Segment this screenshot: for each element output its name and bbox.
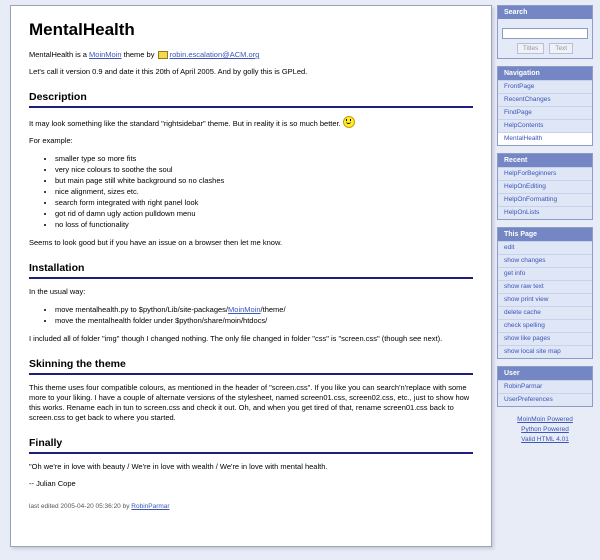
action-show-local-site-map[interactable]: show local site map <box>498 345 592 358</box>
editor-link[interactable]: RobinParmar <box>131 503 170 510</box>
last-edited-text: last edited 2005-04-20 05:36:20 by <box>29 503 132 510</box>
nav-item-recentchanges[interactable]: RecentChanges <box>498 93 592 106</box>
recent-panel-title: Recent <box>498 154 592 167</box>
moinmoin-powered-link[interactable]: MoinMoin Powered <box>517 416 573 423</box>
action-show-like-pages[interactable]: show like pages <box>498 332 592 345</box>
feature-list <box>29 153 473 230</box>
last-edited <box>29 503 473 510</box>
main-content <box>10 5 492 547</box>
search-input[interactable] <box>502 28 588 39</box>
moinmoin-link[interactable]: MoinMoin <box>89 50 122 59</box>
description-text <box>29 116 473 129</box>
recent-item[interactable]: HelpForBeginners <box>498 167 592 180</box>
recent-item[interactable]: HelpOnFormatting <box>498 193 592 206</box>
valid-html-link[interactable]: Valid HTML 4.01 <box>521 436 569 443</box>
moinmoin-link[interactable]: MoinMoin <box>228 305 261 314</box>
installation-note: I included all of folder "img" though I changed nothing. The only file changed in folder "css" is "screen.css" (though see next). <box>29 334 443 343</box>
action-show-print-view[interactable]: show print view <box>498 293 592 306</box>
list-item: • very nice colours to soothe the soul <box>55 164 473 175</box>
skinning-text: This theme uses four compatible colours, as mentioned in the header of "screen.css". If you like you can search'n'replace with some more to your liking. I have a couple of alternate versions of the stylesheet, named screen01.css, screen02.css, etc., just to show how this works. Rename each in tun to screen.css and check it out. Oh, and when you get tired of that, rename screen01.css back to screen.css to get back to where you started. <box>29 383 470 422</box>
step1-prefix: move mentalhealth.py to $python/Lib/site-packages/ <box>55 305 229 314</box>
action-edit[interactable]: edit <box>498 241 592 254</box>
search-buttons <box>502 43 588 54</box>
quote-text: "Oh we're in love with beauty / We're in love with wealth / We're in love with mental health. <box>29 462 328 471</box>
powered-by-links <box>497 415 593 445</box>
search-form <box>498 19 592 58</box>
text-search-button[interactable]: Text <box>549 43 573 54</box>
titles-search-button[interactable]: Titles <box>517 43 544 54</box>
step1-suffix: /theme/ <box>260 305 286 314</box>
version-note: Let's call it version 0.9 and date it this 20th of April 2005. And by golly this is GPLed. <box>29 67 308 76</box>
installation-steps <box>29 304 473 326</box>
installation-heading: Installation <box>29 262 473 279</box>
action-check-spelling[interactable]: check spelling <box>498 319 592 332</box>
description-heading: Description <box>29 91 473 108</box>
user-panel <box>497 366 593 407</box>
list-item: • move the mentalhealth folder under $python/share/moin/htdocs/ <box>55 315 473 326</box>
description-closing: Seems to look good but if you have an issue on a browser then let me know. <box>29 238 283 247</box>
quote-author: -- Julian Cope <box>29 479 76 488</box>
user-item-robinparmar[interactable]: RobinParmar <box>498 380 592 393</box>
user-panel-title: User <box>498 367 592 380</box>
python-powered-link[interactable]: Python Powered <box>521 426 569 433</box>
intro-mid: theme by <box>121 50 157 59</box>
recent-panel <box>497 153 593 220</box>
list-item: • nice alignment, sizes etc. <box>55 186 473 197</box>
for-example-label: For example: <box>29 136 73 145</box>
nav-item-mentalhealth[interactable]: MentalHealth <box>498 132 592 145</box>
finally-heading: Finally <box>29 437 473 454</box>
recent-item[interactable]: HelpOnEditing <box>498 180 592 193</box>
search-panel <box>497 5 593 59</box>
action-show-changes[interactable]: show changes <box>498 254 592 267</box>
action-show-raw-text[interactable]: show raw text <box>498 280 592 293</box>
this-page-panel <box>497 227 593 359</box>
navigation-panel <box>497 66 593 146</box>
action-delete-cache[interactable]: delete cache <box>498 306 592 319</box>
list-item <box>55 304 473 315</box>
user-item-preferences[interactable]: UserPreferences <box>498 393 592 406</box>
list-item: • search form integrated with right panel look <box>55 197 473 208</box>
nav-item-frontpage[interactable]: FrontPage <box>498 80 592 93</box>
navigation-panel-title: Navigation <box>498 67 592 80</box>
skinning-heading: Skinning the theme <box>29 358 473 375</box>
this-page-panel-title: This Page <box>498 228 592 241</box>
list-item: • no loss of functionality <box>55 219 473 230</box>
recent-item[interactable]: HelpOnLists <box>498 206 592 219</box>
list-item: • smaller type so more fits <box>55 153 473 164</box>
intro-prefix: MentalHealth is a <box>29 50 90 59</box>
list-item: • but main page still white background so no clashes <box>55 175 473 186</box>
action-get-info[interactable]: get info <box>498 267 592 280</box>
nav-item-findpage[interactable]: FindPage <box>498 106 592 119</box>
email-icon <box>158 51 168 59</box>
installation-intro: In the usual way: <box>29 287 86 296</box>
nav-item-helpcontents[interactable]: HelpContents <box>498 119 592 132</box>
list-item: • got rid of damn ugly action pulldown menu <box>55 208 473 219</box>
intro-text <box>29 50 473 60</box>
smiley-icon <box>343 116 355 128</box>
page-title: MentalHealth <box>29 20 135 39</box>
email-link[interactable]: robin.escalation@ACM.org <box>169 50 260 59</box>
description-sentence: It may look something like the standard "rightsidebar" theme. But in reality it is so much better. <box>29 119 341 128</box>
search-panel-title: Search <box>498 6 592 19</box>
sidebar <box>497 5 593 445</box>
